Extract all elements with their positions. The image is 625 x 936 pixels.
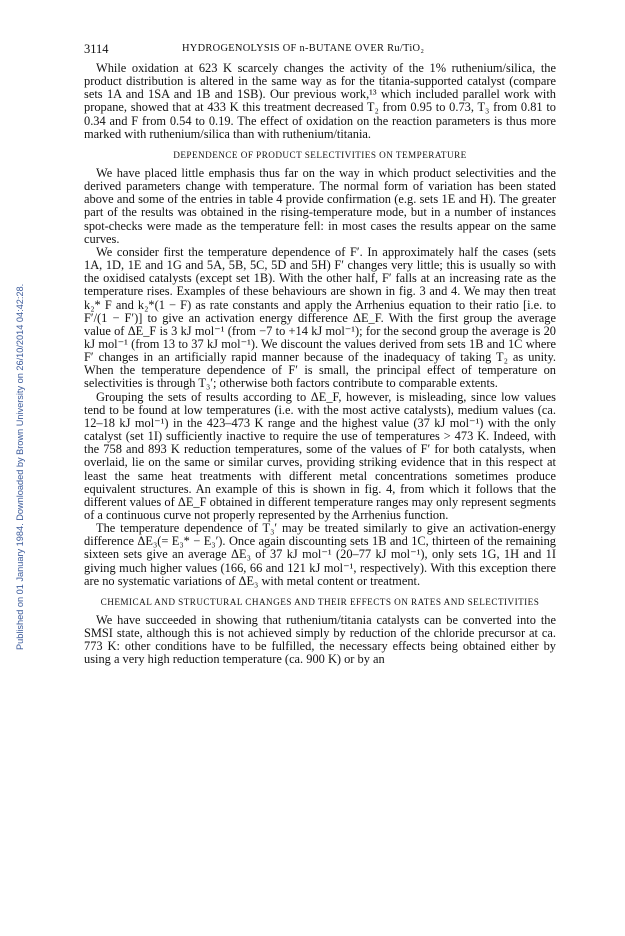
page-number: 3114 [84,42,109,56]
paragraph: The temperature dependence of T₃′ may be treated similarly to give an activation-energy difference ΔE₃(= E₃* − E₃′). Once again discounting sets 1B and 1C, thirteen of the remaining sixteen sets give an average ΔE₃ of 37 kJ mol⁻¹ (20–77 kJ mol⁻¹), only sets 1G, 1H and 1I giving much higher values (166, 66 and 121 kJ mol⁻¹, respectively). With this exception there are no systematic variations of ΔE₃ with metal content or treatment. [84,521,556,588]
running-head: HYDROGENOLYSIS OF n-BUTANE OVER Ru/TiO₂ [182,43,425,54]
section-heading: DEPENDENCE OF PRODUCT SELECTIVITIES ON TEMPERATURE [173,149,467,160]
paragraph: We have succeeded in showing that ruthenium/titania catalysts can be converted into the SMSI state, although this is not achieved simply by reduction of the chloride precursor at ca. 773 K: other conditions have to be fulfilled, the necessary effects being obtained either by using a very high reduction temperature (ca. 900 K) or by an [84,612,556,667]
paragraph: While oxidation at 623 K scarcely changes the activity of the 1% ruthenium/silica, the product distribution is altered in the same way as for the titania-supported catalyst (compare sets 1A and 1SA and 1B and 1SB). Our previous work,¹³ which included parallel work with propane, showed that at 433 K this treatment decreased T₂ from 0.95 to 0.73, T₃ from 0.81 to 0.34 and F from 0.54 to 0.19. The effect of oxidation on the reaction parameters is thus more marked with ruthenium/silica than with ruthenium/titania. [84,61,556,141]
article-body [84,62,556,667]
paragraph: We consider first the temperature dependence of F′. In approximately half the cases (sets 1A, 1D, 1E and 1G and 5A, 5B, 5C, 5D and 5H) F′ changes very little; this is usually so with the oxidised catalysts (except set 1B). With the other half, F′ falls at an increasing rate as the temperature rises. Examples of these behaviours are shown in fig. 3 and 4. We may then treat k₂* F and k₂*(1 − F) as rate constants and apply the Arrhenius equation to their ratio [i.e. to F′/(1 − F′)] to give an activation energy difference ΔE_F. With the first group the average value of ΔE_F is 3 kJ mol⁻¹ (from −7 to +14 kJ mol⁻¹); for the second group the average is 20 kJ mol⁻¹ (from 13 to 37 kJ mol⁻¹). We discount the values derived from sets 1B and 1C where F′ changes in an artificially rapid manner because of the inadequacy of taking T₂ as unity. When the temperature dependence of F′ is small, the principal effect of temperature on selectivities is through T₃′; otherwise both factors contribute to comparable extents. [84,244,556,391]
download-watermark [5,150,25,650]
paragraph: We have placed little emphasis thus far on the way in which product selectivities and the derived parameters change with temperature. The normal form of variation has been stated above and some of the entries in table 4 provide confirmation (e.g. sets 1E and H). The greater part of the results was obtained in the rising-temperature mode, but in a number of instances spot-checks were made as the temperature fell: in most cases the results appear on the same curves. [84,165,556,246]
section-heading: CHEMICAL AND STRUCTURAL CHANGES AND THEIR EFFECTS ON RATES AND SELECTIVITIES [100,596,540,607]
paragraph: Grouping the sets of results according to ΔE_F, however, is misleading, since low values tend to be found at low temperatures (i.e. with the most active catalysts), medium values (ca. 12–18 kJ mol⁻¹) in the 423–473 K range and the highest value (37 kJ mol⁻¹) with the only catalyst (set 1I) sufficiently inactive to require the use of temperatures > 473 K. Indeed, with the 758 and 893 K reduction temperatures, some of the values of F′ for both catalysts, when overlaid, lie on the same or similar curves, providing striking evidence that in this respect at least the same heat treatments with different metal concentrations sometimes produce equivalent structures. An example of this is shown in fig. 4, from which it follows that the different values of ΔE_F obtained in different temperature ranges may only represent segments of a continuous curve not properly represented by the Arrhenius function. [84,389,556,522]
download-watermark-text: Published on 01 January 1984. Downloaded by Brown University on 26/10/2014 04:42:28. [15,283,25,650]
page-header [84,42,554,60]
